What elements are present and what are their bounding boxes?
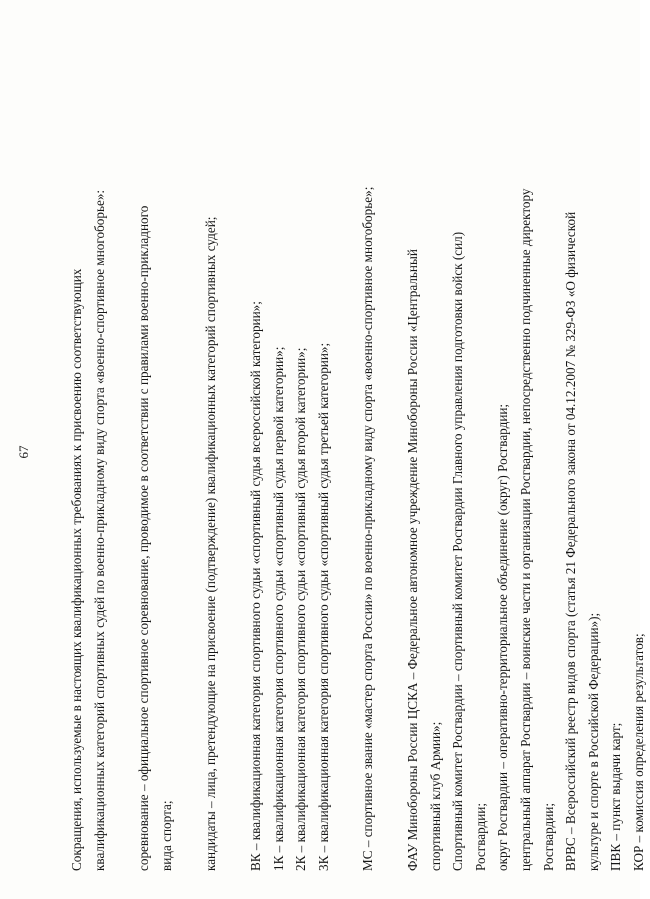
text-line: спортивный клуб Армии»; — [427, 721, 443, 871]
text-line: ПВК – пункт выдачи карт; — [608, 722, 624, 871]
text-line: 2К – квалификационная категория спортивного судьи «спортивный судья второй категории»; — [293, 347, 309, 871]
text-line: Росгвардии; — [472, 802, 488, 871]
text-line: кандидаты – лица, претендующие на присвоение (подтверждение) квалификационных категорий спортивных судей; — [203, 216, 219, 871]
text-line: вида спорта; — [158, 800, 174, 871]
text-line: ВРВС – Всероссийский реестр видов спорта (статья 21 Федерального закона от 04.12.2007 № 329-ФЗ «О физической — [563, 211, 579, 871]
text-line: МС – спортивное звание «мастер спорта России» по военно-прикладному виду спорта «военно-спортивное многоборье»; — [360, 186, 376, 871]
text-line: округ Росгвардии – оперативно-территориальное объединение (округ) Росгвардии; — [495, 403, 511, 871]
text-line: Сокращения, используемые в настоящих квалификационных требованиях к присвоению соответствующих — [69, 268, 84, 871]
page-number: 67 — [16, 445, 31, 459]
text-line: ВК – квалификационная категория спортивного судьи «спортивный судья всероссийской категории»; — [247, 301, 263, 871]
text-line: культуре и спорте в Российской Федерации»); — [585, 612, 601, 871]
text-line: КОР – комиссия определения результатов; — [630, 633, 646, 871]
text-line: соревнование – официальное спортивное соревнование, проводимое в соответствии с правилами военно-прикладного — [136, 205, 152, 871]
text-line: Спортивный комитет Росгвардии – спортивный комитет Росгвардии Главного управления подготовки войск (сил) — [450, 231, 466, 871]
text-line: центральный аппарат Росгвардии – воинские части и организации Росгвардии, непосредственно подчиненные директору — [517, 188, 533, 871]
text-line: квалификационных категорий спортивных судей по военно-прикладному виду спорта «военно-спортивное многоборье»: — [91, 189, 107, 871]
document-body — [66, 41, 650, 871]
text-line: 3К – квалификационная категория спортивного судьи «спортивный судья третьей категории»; — [315, 342, 331, 871]
text-line: 1К – квалификационная категория спортивного судьи «спортивный судья первой категории»; — [270, 346, 286, 871]
text-line: Росгвардии; — [540, 802, 556, 871]
text-line: ФАУ Минобороны России ЦСКА – Федеральное автономное учреждение Минобороны России «Центральный — [404, 249, 420, 871]
